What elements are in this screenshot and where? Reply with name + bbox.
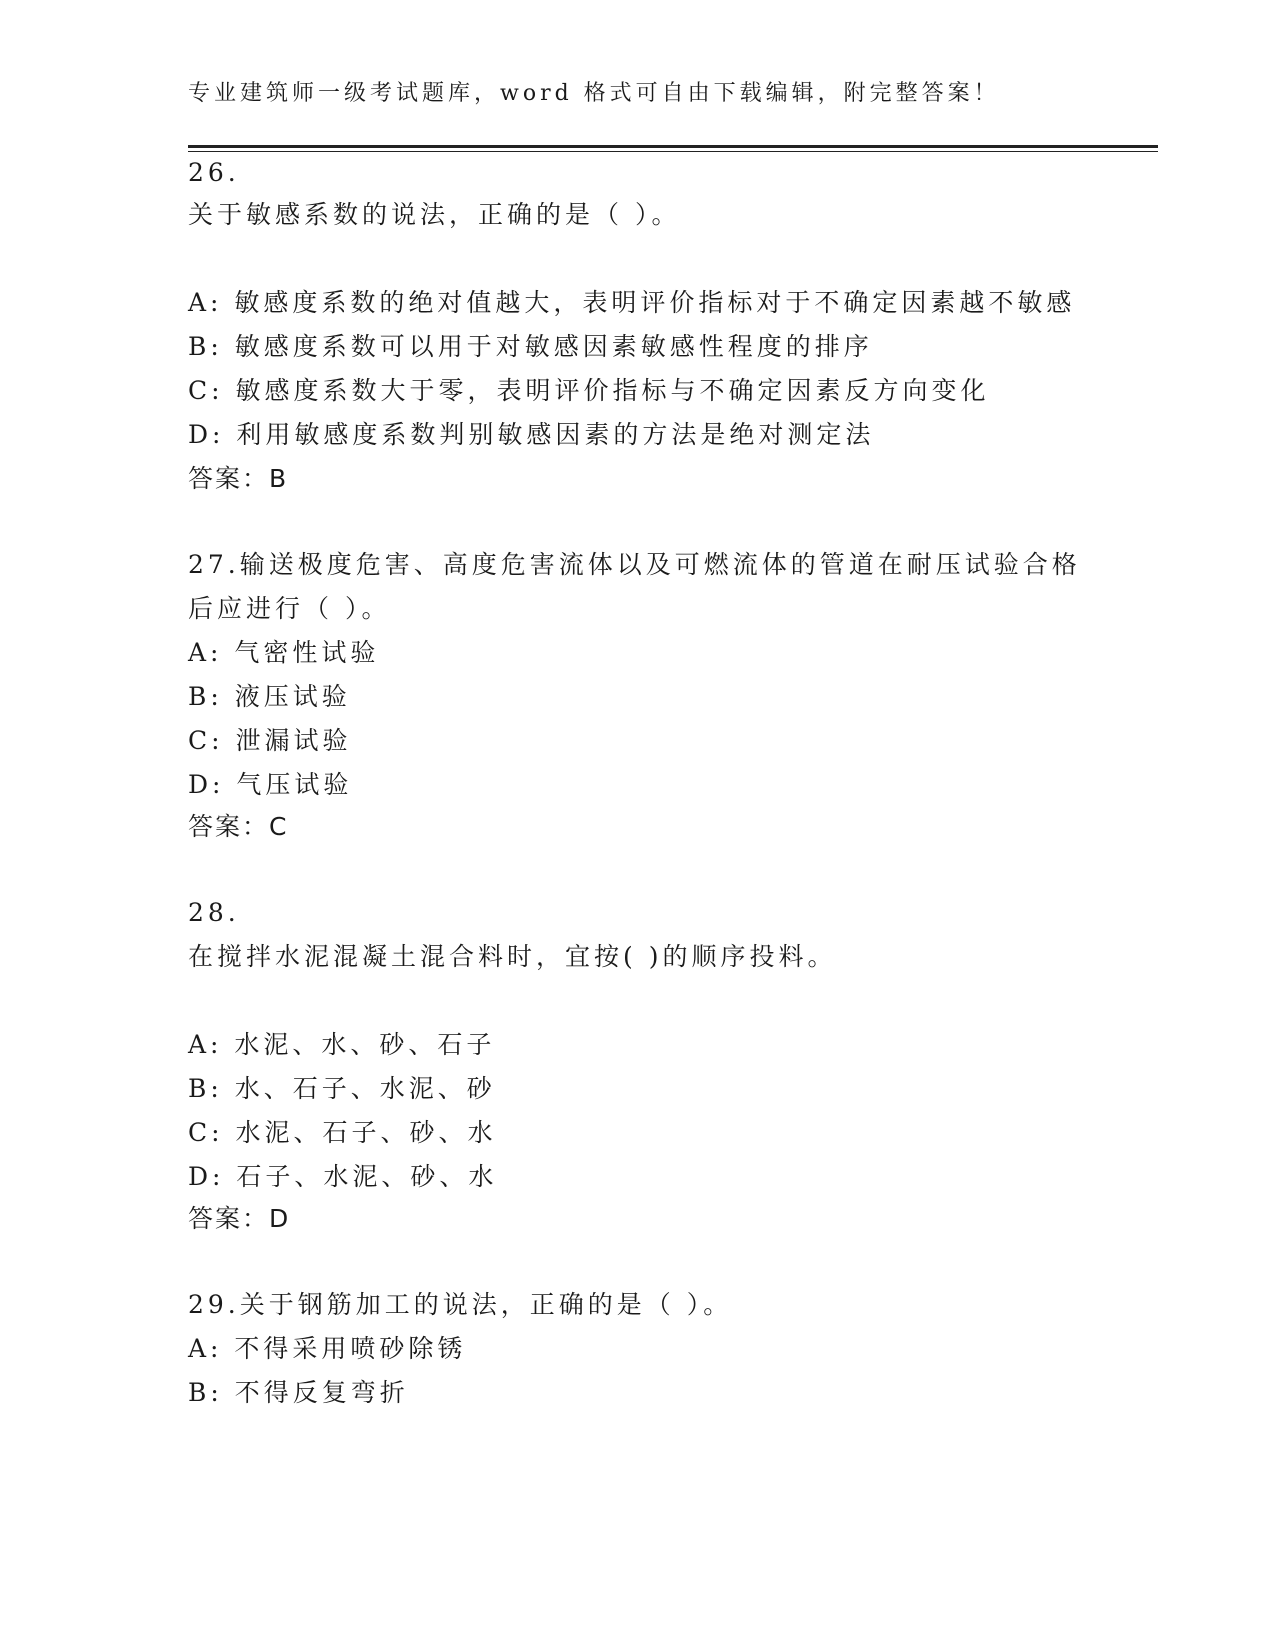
question-27-answer: 答案：C — [188, 812, 289, 841]
question-26-option-a: A: 敏感度系数的绝对值越大，表明评价指标对于不确定因素越不敏感 — [188, 288, 1076, 317]
question-26-option-c: C: 敏感度系数大于零，表明评价指标与不确定因素反方向变化 — [188, 376, 990, 405]
page-header: 专业建筑师一级考试题库，word 格式可自由下载编辑，附完整答案！ — [188, 81, 1000, 106]
question-26-option-d: D: 利用敏感度系数判别敏感因素的方法是绝对测定法 — [188, 420, 875, 449]
question-26-stem: 关于敏感系数的说法，正确的是（ ）。 — [188, 200, 681, 229]
question-29-option-b: B: 不得反复弯折 — [188, 1378, 409, 1407]
question-26-option-b: B: 敏感度系数可以用于对敏感因素敏感性程度的排序 — [188, 332, 873, 361]
question-29-option-a: A: 不得采用喷砂除锈 — [188, 1334, 467, 1363]
header-divider-thick — [188, 145, 1158, 148]
question-28-number: 28. — [188, 898, 240, 927]
question-28-option-b: B: 水、石子、水泥、砂 — [188, 1074, 496, 1103]
question-27-option-d: D: 气压试验 — [188, 770, 353, 799]
question-27-option-a: A: 气密性试验 — [188, 638, 380, 667]
question-28-option-a: A: 水泥、水、砂、石子 — [188, 1030, 496, 1059]
question-27-stem-line-1: 27.输送极度危害、高度危害流体以及可燃流体的管道在耐压试验合格 — [188, 550, 1081, 579]
question-28-answer: 答案：D — [188, 1204, 291, 1233]
header-divider-thin — [188, 151, 1158, 152]
question-27-option-c: C: 泄漏试验 — [188, 726, 352, 755]
question-27-option-b: B: 液压试验 — [188, 682, 351, 711]
question-29-stem: 29.关于钢筋加工的说法，正确的是（ ）。 — [188, 1290, 733, 1319]
question-26-number: 26. — [188, 158, 240, 187]
question-26-answer: 答案：B — [188, 464, 289, 493]
question-28-option-c: C: 水泥、石子、砂、水 — [188, 1118, 497, 1147]
question-27-stem-line-2: 后应进行（ ）。 — [188, 594, 391, 623]
question-28-stem: 在搅拌水泥混凝土混合料时，宜按( )的顺序投料。 — [188, 942, 837, 971]
question-28-option-d: D: 石子、水泥、砂、水 — [188, 1162, 498, 1191]
